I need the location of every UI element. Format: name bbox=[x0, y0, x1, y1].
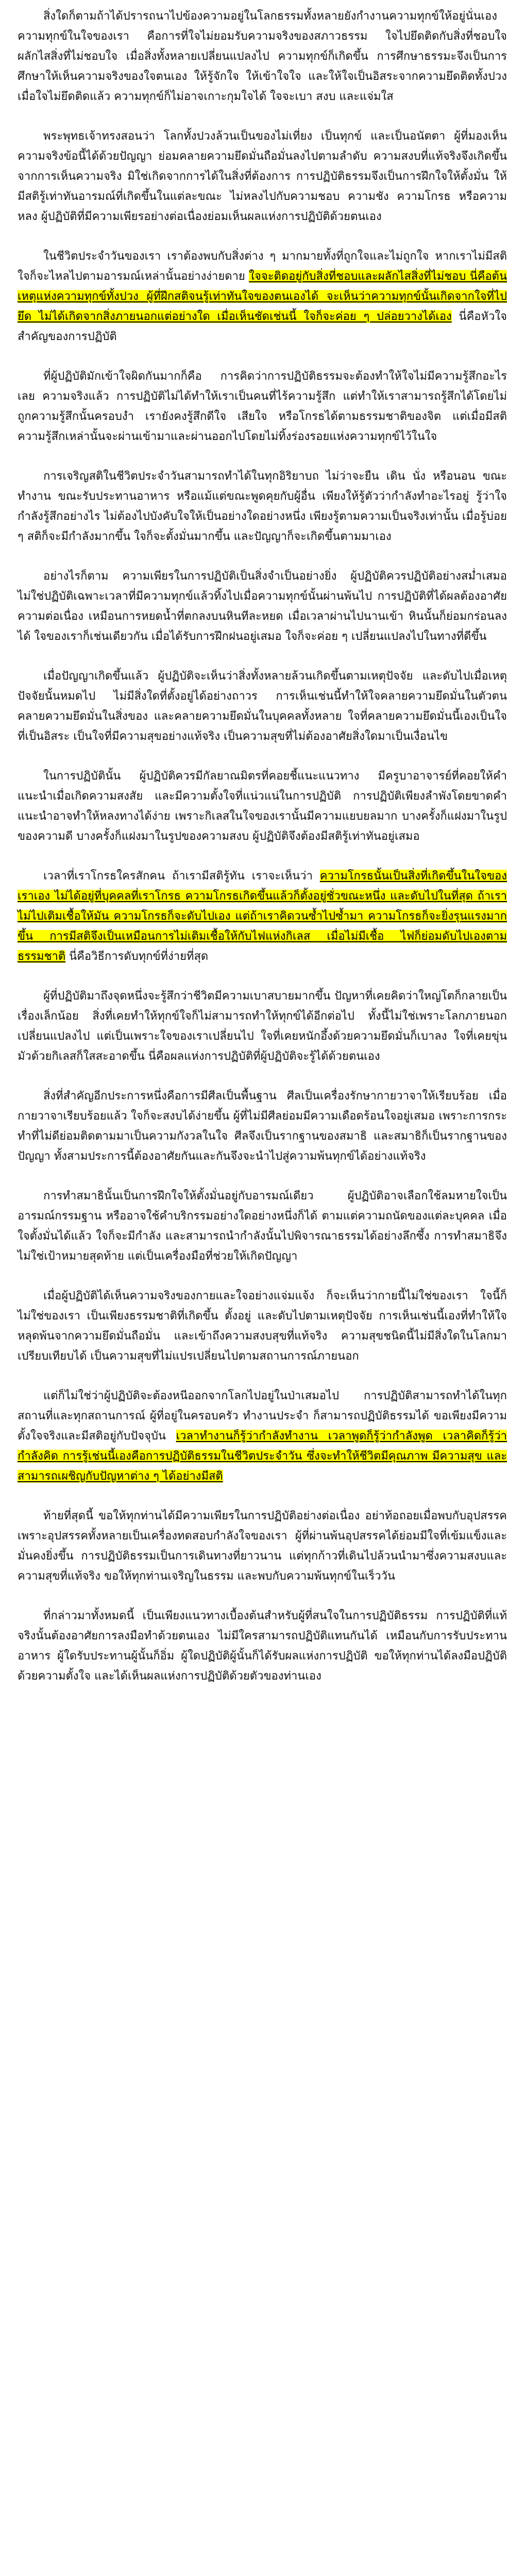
article-paragraph bbox=[18, 1086, 507, 1166]
paragraph-text: แต่ก็ไม่ใช่ว่าผู้ปฏิบัติจะต้องหนีออกจากโลกไปอยู่ในป่าเสมอไป การปฏิบัติสามารถทำได้ในทุกสถานที่และทุกสถานการณ์ ผู้ที่อยู่ในครอบครัว ทำงานประจำ ก็สามารถปฏิบัติธรรมได้ ขอเพียงมีความตั้งใจจริงและมีสติอยู่กับปัจจุบัน bbox=[18, 1389, 507, 1443]
paragraph-text: สิ่งที่สำคัญอีกประการหนึ่งคือการมีศีลเป็นพื้นฐาน ศีลเป็นเครื่องรักษากายวาจาให้เรียบร้อย เมื่อกายวาจาเรียบร้อยแล้ว ใจก็จะสงบได้ง่ายขึ้น ผู้ที่ไม่มีศีลย่อมมีความเดือดร้อนใจอยู่เสมอ เพราะการกระทำที่ไม่ดีย่อมติดตามมาเป็นความกังวลในใจ ศีลจึงเป็นรากฐานของสมาธิ และสมาธิก็เป็นรากฐานของปัญญา ทั้งสามประการนี้ต้องอาศัยกันและกันจึงจะนำไปสู่ความพ้นทุกข์ได้อย่างแท้จริง bbox=[18, 1090, 507, 1163]
paragraph-text: พระพุทธเจ้าทรงสอนว่า โลกทั้งปวงล้วนเป็นของไม่เที่ยง เป็นทุกข์ และเป็นอนัตตา ผู้ที่มองเห็นความจริงข้อนี้ได้ด้วยปัญญา ย่อมคลายความยึดมั่นถือมั่นลงไปตามลำดับ ความสงบที่แท้จริงจึงเกิดขึ้นจากการเห็นความจริง มิใช่เกิดจากการได้ในสิ่งที่ต้องการ การปฏิบัติธรรมจึงเป็นการฝึกใจให้ตั้งมั่น ให้มีสติรู้เท่าทันอารมณ์ที่เกิดขึ้นในแต่ละขณะ ไม่หลงไปกับความชอบ ความชัง ความโกรธ หรือความหลง ผู้ปฏิบัติที่มีความเพียรอย่างต่อเนื่องย่อมเห็นผลแห่งการปฏิบัติด้วยตนเอง bbox=[18, 130, 507, 223]
article-paragraph bbox=[18, 1606, 507, 1686]
paragraph-text: การเจริญสติในชีวิตประจำวันสามารถทำได้ในทุกอิริยาบถ ไม่ว่าจะยืน เดิน นั่ง หรือนอน ขณะทำงาน ขณะรับประทานอาหาร หรือแม้แต่ขณะพูดคุยกับผู้อื่น เพียงให้รู้ตัวว่ากำลังทำอะไรอยู่ รู้ว่าใจกำลังรู้สึกอย่างไร ไม่ต้องไปบังคับใจให้เป็นอย่างใดอย่างหนึ่ง เพียงรู้ตามความเป็นจริงเท่านั้น เมื่อรู้บ่อย ๆ สติก็จะมีกำลังมากขึ้น ใจก็จะตั้งมั่นมากขึ้น และปัญญาก็จะเกิดขึ้นตามมาเอง bbox=[18, 470, 507, 543]
paragraph-text: ผู้ที่ปฏิบัติมาถึงจุดหนึ่งจะรู้สึกว่าชีวิตมีความเบาสบายมากขึ้น ปัญหาที่เคยคิดว่าใหญ่โตก็กลายเป็นเรื่องเล็กน้อย สิ่งที่เคยทำให้ทุกข์ใจก็ไม่สามารถทำให้ทุกข์ได้อีกต่อไป ทั้งนี้ไม่ใช่เพราะโลกภายนอกเปลี่ยนแปลงไป แต่เป็นเพราะใจของเราเปลี่ยนไป ใจที่เคยหนักอึ้งด้วยความยึดมั่นก็เบาลง ใจที่เคยขุ่นมัวด้วยกิเลสก็ใสสะอาดขึ้น นี่คือผลแห่งการปฏิบัติที่ผู้ปฏิบัติจะรู้ได้ด้วยตนเอง bbox=[18, 990, 507, 1063]
paragraph-text: เมื่อปัญญาเกิดขึ้นแล้ว ผู้ปฏิบัติจะเห็นว่าสิ่งทั้งหลายล้วนเกิดขึ้นตามเหตุปัจจัย และดับไปเมื่อเหตุปัจจัยนั้นหมดไป ไม่มีสิ่งใดที่ตั้งอยู่ได้อย่างถาวร การเห็นเช่นนี้ทำให้ใจคลายความยึดมั่นในตัวตน คลายความยึดมั่นในสิ่งของ และคลายความยึดมั่นในบุคคลทั้งหลาย ใจที่คลายความยึดมั่นนี้เองเป็นใจที่เป็นอิสระ เป็นใจที่มีความสุขอย่างแท้จริง เป็นความสุขที่ไม่ต้องอาศัยสิ่งใดมาเป็นเงื่อนไข bbox=[18, 670, 507, 743]
paragraph-text: ในชีวิตประจำวันของเรา เราต้องพบกับสิ่งต่าง ๆ มากมายทั้งที่ถูกใจและไม่ถูกใจ หากเราไม่มีสติ ใจก็จะไหลไปตามอารมณ์เหล่านั้นอย่างง่ายดาย bbox=[18, 250, 507, 283]
highlighted-text: ความโกรธนั้นเป็นสิ่งที่เกิดขึ้นในใจของเราเอง ไม่ได้อยู่ที่บุคคลที่เราโกรธ ความโกรธเกิดขึ้นแล้วก็ตั้งอยู่ชั่วขณะหนึ่ง และดับไปในที่สุด ถ้าเราไม่ไปเติมเชื้อให้มัน ความโกรธก็จะดับไปเอง แต่ถ้าเราคิดวนซ้ำไปซ้ำมา ความโกรธก็จะยิ่งรุนแรงมากขึ้น การมีสติจึงเป็นเหมือนการไม่เติมเชื้อให้กับไฟแห่งกิเลส เมื่อไม่มีเชื้อ ไฟก็ย่อมดับไปเองตามธรรมชาติ bbox=[18, 870, 507, 963]
paragraph-text: เมื่อผู้ปฏิบัติได้เห็นความจริงของกายและใจอย่างแจ่มแจ้ง ก็จะเห็นว่ากายนี้ไม่ใช่ของเรา ใจนี้ก็ไม่ใช่ของเรา เป็นเพียงธรรมชาติที่เกิดขึ้น ตั้งอยู่ และดับไปตามเหตุปัจจัย การเห็นเช่นนี้เองที่ทำให้ใจหลุดพ้นจากความยึดมั่นถือมั่น และเข้าถึงความสงบสุขที่แท้จริง ความสุขชนิดนี้ไม่มีสิ่งใดในโลกมาเปรียบเทียบได้ เป็นความสุขที่ไม่แปรเปลี่ยนไปตามสถานการณ์ภายนอก bbox=[18, 1290, 507, 1363]
paragraph-text: ที่ผู้ปฏิบัติมักเข้าใจผิดกันมากก็คือ การคิดว่าการปฏิบัติธรรมจะต้องทำให้ใจไม่มีความรู้สึกอะไรเลย ความจริงแล้ว การปฏิบัติไม่ได้ทำให้เราเป็นคนที่ไร้ความรู้สึก แต่ทำให้เราสามารถรู้สึกได้โดยไม่ถูกความรู้สึกนั้นครอบงำ เรายังคงรู้สึกดีใจ เสียใจ หรือโกรธได้ตามธรรมชาติของจิต แต่เมื่อมีสติ ความรู้สึกเหล่านั้นจะผ่านเข้ามาและผ่านออกไปโดยไม่ทิ้งร่องรอยแห่งความทุกข์ไว้ในใจ bbox=[18, 370, 507, 443]
highlighted-text: ใจจะติดอยู่กับสิ่งที่ชอบและผลักไสสิ่งที่ไม่ชอบ นี่คือต้นเหตุแห่งความทุกข์ทั้งปวง ผู้ที่ฝึกสติจนรู้เท่าทันใจของตนเองได้ จะเห็นว่าความทุกข์นั้นเกิดจากใจที่ไปยึด ไม่ได้เกิดจากสิ่งภายนอกแต่อย่างใด เมื่อเห็นชัดเช่นนี้ ใจก็จะค่อย ๆ ปล่อยวางได้เอง bbox=[18, 270, 507, 323]
paragraph-text: การทำสมาธินั้นเป็นการฝึกใจให้ตั้งมั่นอยู่กับอารมณ์เดียว ผู้ปฏิบัติอาจเลือกใช้ลมหายใจเป็นอารมณ์กรรมฐาน หรืออาจใช้คำบริกรรมอย่างใดอย่างหนึ่งก็ได้ ตามแต่ความถนัดของแต่ละบุคคล เมื่อใจตั้งมั่นได้แล้ว ใจก็จะมีกำลัง และสามารถนำกำลังนั้นไปพิจารณาธรรมได้อย่างลึกซึ้ง การทำสมาธิจึงไม่ใช่เป้าหมายสุดท้าย แต่เป็นเครื่องมือที่ช่วยให้เกิดปัญญา bbox=[18, 1190, 507, 1263]
article-paragraph bbox=[18, 1506, 507, 1586]
article-paragraph bbox=[18, 466, 507, 547]
article-paragraph bbox=[18, 666, 507, 747]
paragraph-text: เวลาที่เราโกรธใครสักคน ถ้าเรามีสติรู้ทัน เราจะเห็นว่า bbox=[43, 870, 320, 883]
article-paragraph bbox=[18, 126, 507, 227]
article-paragraph bbox=[18, 566, 507, 647]
paragraph-text: ในการปฏิบัตินั้น ผู้ปฏิบัติควรมีกัลยาณมิตรที่คอยชี้แนะแนวทาง มีครูบาอาจารย์ที่คอยให้คำแนะนำเมื่อเกิดความสงสัย และมีความตั้งใจที่แน่วแน่ในการปฏิบัติ การปฏิบัติเพียงลำพังโดยขาดคำแนะนำอาจทำให้หลงทางได้ง่าย เพราะกิเลสในใจของเรานั้นมีความแยบยลมาก บางครั้งก็แฝงมาในรูปของความดี บางครั้งก็แฝงมาในรูปของความสงบ ผู้ปฏิบัติจึงต้องมีสติรู้เท่าทันอยู่เสมอ bbox=[18, 770, 507, 843]
paragraph-text: นี่คือวิธีการดับทุกข์ที่ง่ายที่สุด bbox=[65, 950, 209, 963]
article-paragraph bbox=[18, 6, 507, 107]
paragraph-text: นี่คือหัวใจสำคัญของการปฏิบัติ bbox=[18, 310, 507, 343]
article-paragraph bbox=[18, 866, 507, 967]
paragraph-text: อย่างไรก็ตาม ความเพียรในการปฏิบัติเป็นสิ่งจำเป็นอย่างยิ่ง ผู้ปฏิบัติควรปฏิบัติอย่างสม่ำเสมอ ไม่ใช่ปฏิบัติเฉพาะเวลาที่มีความทุกข์แล้วทิ้งไปเมื่อความทุกข์นั้นผ่านพ้นไป การปฏิบัติที่ได้ผลต้องอาศัยความต่อเนื่อง เหมือนการหยดน้ำที่ตกลงบนหินทีละหยด เมื่อเวลาผ่านไปนานเข้า หินนั้นก็ย่อมกร่อนลงได้ ใจของเราก็เช่นเดียวกัน เมื่อได้รับการฝึกฝนอยู่เสมอ ใจก็จะค่อย ๆ เปลี่ยนแปลงไปในทางที่ดีขึ้น bbox=[18, 570, 507, 643]
article-paragraph bbox=[18, 986, 507, 1066]
highlighted-text: เวลาทำงานก็รู้ว่ากำลังทำงาน เวลาพูดก็รู้ว่ากำลังพูด เวลาคิดก็รู้ว่ากำลังคิด การรู้เช่นนี้เองคือการปฏิบัติธรรมในชีวิตประจำวัน ซึ่งจะทำให้ชีวิตมีคุณภาพ มีความสุข และสามารถเผชิญกับปัญหาต่าง ๆ ได้อย่างมีสติ bbox=[18, 1430, 507, 1483]
article-paragraph bbox=[18, 1386, 507, 1486]
article-paragraph bbox=[18, 766, 507, 846]
paragraph-text: สิ่งใดก็ตามถ้าได้ปรารถนาไปข้องความอยู่ในโลกธรรมทั้งหลายยังกำงานความทุกข์ให้อยู่นั่นเอง ความทุกข์ในใจของเรา คือการที่ใจไม่ยอมรับความจริงของสภาวธรรม ใจไปยึดติดกับสิ่งที่ชอบใจ ผลักไสสิ่งที่ไม่ชอบใจ เมื่อสิ่งทั้งหลายเปลี่ยนแปลงไป ความทุกข์ก็เกิดขึ้น การศึกษาธรรมะจึงเป็นการศึกษาให้เห็นความจริงของใจตนเอง ให้รู้จักใจ ให้เข้าใจใจ และให้ใจเป็นอิสระจากความยึดติดทั้งปวง เมื่อใจไม่ยึดติดแล้ว ความทุกข์ก็ไม่อาจเกาะกุมใจได้ ใจจะเบา สงบ และแจ่มใส bbox=[18, 10, 507, 103]
paragraph-text: ที่กล่าวมาทั้งหมดนี้ เป็นเพียงแนวทางเบื้องต้นสำหรับผู้ที่สนใจในการปฏิบัติธรรม การปฏิบัติที่แท้จริงนั้นต้องอาศัยการลงมือทำด้วยตนเอง ไม่มีใครสามารถปฏิบัติแทนกันได้ เหมือนกับการรับประทานอาหาร ผู้ใดรับประทานผู้นั้นก็อิ่ม ผู้ใดปฏิบัติผู้นั้นก็ได้รับผลแห่งการปฏิบัติ ขอให้ทุกท่านได้ลงมือปฏิบัติด้วยความตั้งใจ และได้เห็นผลแห่งการปฏิบัติด้วยตัวของท่านเอง bbox=[18, 1609, 507, 1683]
article-paragraph bbox=[18, 1286, 507, 1366]
paragraph-text: ท้ายที่สุดนี้ ขอให้ทุกท่านได้มีความเพียรในการปฏิบัติอย่างต่อเนื่อง อย่าท้อถอยเมื่อพบกับอุปสรรค เพราะอุปสรรคทั้งหลายเป็นเครื่องทดสอบกำลังใจของเรา ผู้ที่ผ่านพ้นอุปสรรคได้ย่อมมีใจที่เข้มแข็งและมั่นคงยิ่งขึ้น การปฏิบัติธรรมเป็นการเดินทางที่ยาวนาน แต่ทุกก้าวที่เดินไปล้วนนำมาซึ่งความสงบและความสุขที่แท้จริง ขอให้ทุกท่านเจริญในธรรม และพบกับความพ้นทุกข์ในเร็ววัน bbox=[18, 1510, 507, 1583]
article-paragraph bbox=[18, 366, 507, 447]
article-paragraph bbox=[18, 1186, 507, 1266]
article-paragraph bbox=[18, 246, 507, 347]
article-body bbox=[18, 6, 507, 1686]
